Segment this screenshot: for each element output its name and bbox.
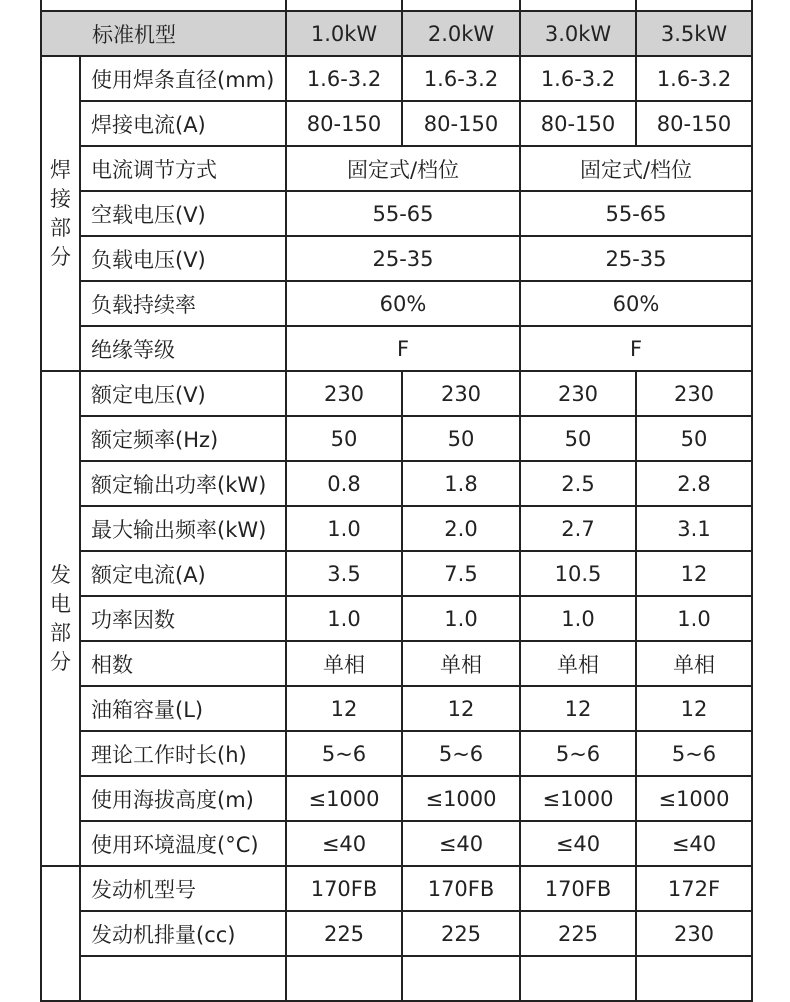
table-cell: 2.8 — [636, 461, 752, 506]
table-cell: 单相 — [402, 641, 520, 686]
table-cell: ≤1000 — [636, 776, 752, 821]
table-cell: 80-150 — [520, 101, 636, 146]
header-model: 3.5kW — [636, 11, 752, 56]
table-row — [41, 641, 752, 686]
table-cell — [402, 0, 520, 11]
table-row — [41, 596, 752, 641]
table-cell: 12 — [402, 686, 520, 731]
table-cell: 单相 — [636, 641, 752, 686]
table-cell: 5~6 — [286, 731, 402, 776]
header-model: 2.0kW — [402, 11, 520, 56]
category-text: 焊接部分 — [50, 157, 71, 269]
table-cell: 1.0 — [636, 596, 752, 641]
category-text: 发电部分 — [50, 562, 71, 674]
table-cell: 12 — [286, 686, 402, 731]
table-row — [41, 236, 752, 281]
header-model: 1.0kW — [286, 11, 402, 56]
table-cell: 50 — [402, 416, 520, 461]
table-row — [41, 911, 752, 956]
table-cell: 1.0 — [286, 506, 402, 551]
category-label — [41, 866, 80, 1001]
table-cell: F — [520, 326, 752, 371]
row-label: 空载电压(V) — [80, 191, 286, 236]
table-cell: 225 — [520, 911, 636, 956]
category-label — [41, 56, 80, 371]
table-cell: ≤40 — [636, 821, 752, 866]
table-cell: ≤40 — [402, 821, 520, 866]
table-cell: ≤1000 — [402, 776, 520, 821]
row-label: 发动机型号 — [80, 866, 286, 911]
row-label: 额定频率(Hz) — [80, 416, 286, 461]
table-cell: 1.6-3.2 — [402, 56, 520, 101]
row-label: 额定输出功率(kW) — [80, 461, 286, 506]
table-cell: 170FB — [286, 866, 402, 911]
table-cell: ≤1000 — [520, 776, 636, 821]
table-cell: 1.8 — [402, 461, 520, 506]
table-row — [41, 821, 752, 866]
table-row — [41, 326, 752, 371]
row-label: 绝缘等级 — [80, 326, 286, 371]
table-cell: 1.6-3.2 — [520, 56, 636, 101]
table-cell: ≤40 — [520, 821, 636, 866]
table-cell: 55-65 — [520, 191, 752, 236]
table-cell: ≤40 — [286, 821, 402, 866]
category-label — [41, 371, 80, 866]
welding-section — [41, 56, 752, 371]
table-cell: 1.0 — [286, 596, 402, 641]
table-cell: 7.5 — [402, 551, 520, 596]
table-cell: 1.0 — [402, 596, 520, 641]
table-row — [41, 146, 752, 191]
table-cell: 80-150 — [636, 101, 752, 146]
table-cell: 5~6 — [402, 731, 520, 776]
table-cell — [402, 956, 520, 1001]
table-cell: 单相 — [520, 641, 636, 686]
table-cell: 50 — [520, 416, 636, 461]
table-cell: F — [286, 326, 520, 371]
table-row — [41, 0, 752, 11]
table-cell: 50 — [286, 416, 402, 461]
table-cell: 230 — [636, 911, 752, 956]
table-cell: 固定式/档位 — [286, 146, 520, 191]
engine-section — [41, 866, 752, 1001]
row-label: 负载电压(V) — [80, 236, 286, 281]
table-cell: 230 — [636, 371, 752, 416]
table-row — [41, 191, 752, 236]
table-cell: 60% — [286, 281, 520, 326]
table-cell: 单相 — [286, 641, 402, 686]
table-cell — [636, 956, 752, 1001]
header-model: 3.0kW — [520, 11, 636, 56]
table-row — [41, 551, 752, 596]
table-cell: 1.0 — [520, 596, 636, 641]
table-cell — [286, 0, 402, 11]
table-cell: 固定式/档位 — [520, 146, 752, 191]
table-cell — [520, 956, 636, 1001]
table-cell: 225 — [402, 911, 520, 956]
table-cell: 12 — [636, 551, 752, 596]
table-cell: 55-65 — [286, 191, 520, 236]
table-cell: 172F — [636, 866, 752, 911]
table-cell: 230 — [520, 371, 636, 416]
table-row — [41, 776, 752, 821]
table-cell: 1.6-3.2 — [286, 56, 402, 101]
table-cell: 80-150 — [286, 101, 402, 146]
table-cell: 25-35 — [520, 236, 752, 281]
table-cell — [286, 956, 402, 1001]
table-cell: 10.5 — [520, 551, 636, 596]
row-label: 功率因数 — [80, 596, 286, 641]
table-cell: 3.1 — [636, 506, 752, 551]
table-row — [41, 416, 752, 461]
spec-table — [40, 0, 753, 1002]
row-label: 额定电压(V) — [80, 371, 286, 416]
row-label: 负载持续率 — [80, 281, 286, 326]
model-header-label — [41, 0, 286, 11]
table-cell: 0.8 — [286, 461, 402, 506]
table-cell: 2.7 — [520, 506, 636, 551]
table-cell: 12 — [636, 686, 752, 731]
table-cell: 230 — [286, 371, 402, 416]
table-row — [41, 281, 752, 326]
row-label: 使用海拔高度(m) — [80, 776, 286, 821]
table-cell: 230 — [402, 371, 520, 416]
table-row — [41, 686, 752, 731]
table-cell: 25-35 — [286, 236, 520, 281]
table-cell: 12 — [520, 686, 636, 731]
table-cell: 170FB — [402, 866, 520, 911]
table-row — [41, 506, 752, 551]
table-cell: 80-150 — [402, 101, 520, 146]
table-cell: 225 — [286, 911, 402, 956]
table-cell — [636, 0, 752, 11]
row-label: 相数 — [80, 641, 286, 686]
row-label: 电流调节方式 — [80, 146, 286, 191]
table-row — [41, 101, 752, 146]
table-cell: 1.6-3.2 — [636, 56, 752, 101]
table-cell: 5~6 — [520, 731, 636, 776]
table-row — [41, 866, 752, 911]
table-cell: 60% — [520, 281, 752, 326]
table-header-row — [41, 11, 752, 56]
row-label: 使用环境温度(°C) — [80, 821, 286, 866]
table-cell: 50 — [636, 416, 752, 461]
row-label: 理论工作时长(h) — [80, 731, 286, 776]
generator-section — [41, 371, 752, 866]
table-cell: 170FB — [520, 866, 636, 911]
row-label: 焊接电流(A) — [80, 101, 286, 146]
row-label: 最大输出频率(kW) — [80, 506, 286, 551]
row-label: 发动机排量(cc) — [80, 911, 286, 956]
table-row — [41, 461, 752, 506]
table-cell: 2.5 — [520, 461, 636, 506]
table-cell: 2.0 — [402, 506, 520, 551]
table-row — [41, 956, 752, 1001]
table-cell — [520, 0, 636, 11]
table-cell: 3.5 — [286, 551, 402, 596]
header-label: 标准机型 — [41, 11, 286, 56]
table-row — [41, 731, 752, 776]
row-label: 额定电流(A) — [80, 551, 286, 596]
table-row — [41, 56, 752, 101]
table-cell: ≤1000 — [286, 776, 402, 821]
row-label: 油箱容量(L) — [80, 686, 286, 731]
row-label — [80, 956, 286, 1001]
table-row — [41, 371, 752, 416]
table-cell: 5~6 — [636, 731, 752, 776]
row-label: 使用焊条直径(mm) — [80, 56, 286, 101]
